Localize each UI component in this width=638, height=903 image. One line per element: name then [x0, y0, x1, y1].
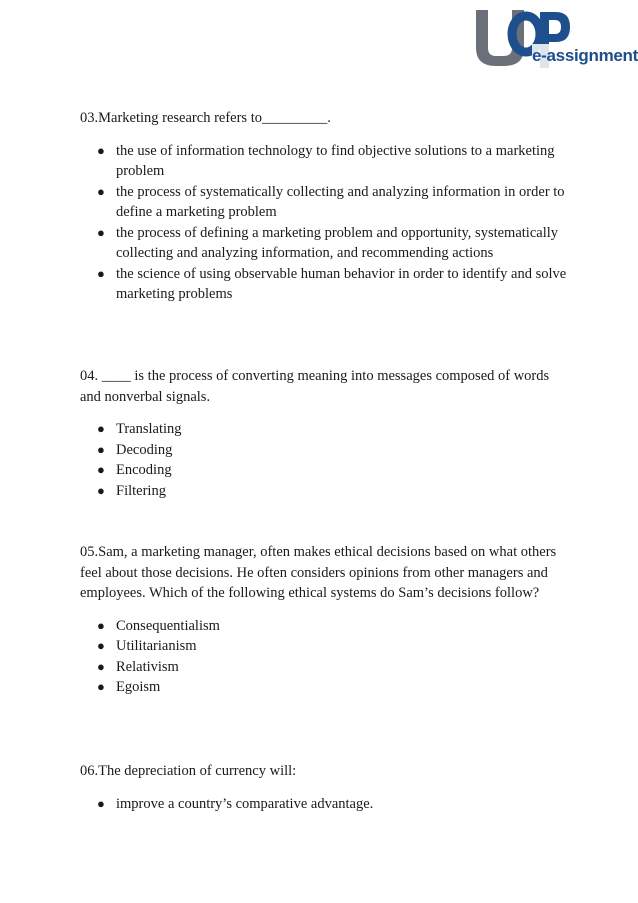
bullet-icon: ● — [97, 617, 105, 633]
bullet-icon: ● — [97, 142, 105, 158]
answer-option — [80, 636, 570, 657]
bullet-icon: ● — [97, 658, 105, 674]
answer-option — [80, 440, 570, 461]
uop-e-assignment-logo — [470, 4, 638, 72]
option-text: the use of information technology to find objective solutions to a marketing problem — [116, 142, 555, 179]
bullet-icon: ● — [97, 265, 105, 281]
answer-options — [80, 616, 570, 698]
option-text: Encoding — [116, 462, 172, 478]
answer-options — [80, 794, 570, 815]
question-stem: 03.Marketing research refers to_________. — [80, 110, 331, 126]
logo-text: e-assignment — [532, 46, 638, 65]
option-text: Utilitarianism — [116, 638, 197, 654]
question-04 — [80, 366, 570, 501]
question-05 — [80, 542, 570, 698]
answer-option — [80, 460, 570, 481]
bullet-icon: ● — [97, 421, 105, 436]
question-stem: 05.Sam, a marketing manager, often makes ethical decisions based on what others feel about those decisions. He often considers opinions from other managers and employees. Which of the following ethical systems do Sam’s decisions follow? — [80, 544, 557, 601]
option-text: Relativism — [116, 658, 179, 675]
bullet-icon: ● — [97, 482, 105, 498]
answer-option — [80, 419, 570, 440]
answer-options — [80, 419, 570, 501]
option-text: Filtering — [116, 482, 166, 499]
bullet-icon: ● — [97, 795, 105, 811]
bullet-icon: ● — [97, 462, 105, 477]
option-text: the process of defining a marketing problem and opportunity, systematically collecting and analyzing information, and recommending actions — [116, 224, 559, 261]
answer-option — [80, 481, 570, 502]
bullet-icon: ● — [97, 679, 105, 694]
option-text: improve a country’s comparative advantage. — [116, 795, 374, 812]
question-stem: 04. ____ is the process of converting meaning into messages composed of words and nonverbal signals. — [80, 368, 550, 405]
option-text: the process of systematically collecting and analyzing information in order to define a marketing problem — [116, 183, 565, 220]
question-stem: 06.The depreciation of currency will: — [80, 763, 297, 779]
option-text: Translating — [116, 421, 182, 437]
option-text: the science of using observable human behavior in order to identify and solve marketing problems — [116, 265, 567, 302]
answer-option — [80, 182, 570, 223]
answer-option — [80, 794, 570, 815]
bullet-icon: ● — [97, 441, 105, 457]
bullet-icon: ● — [97, 638, 105, 653]
answer-option — [80, 616, 570, 637]
option-text: Consequentialism — [116, 617, 220, 634]
answer-options — [80, 141, 570, 305]
question-03 — [80, 108, 570, 305]
answer-option — [80, 657, 570, 678]
answer-option — [80, 223, 570, 264]
answer-option — [80, 677, 570, 698]
answer-option — [80, 141, 570, 182]
option-text: Decoding — [116, 441, 173, 458]
bullet-icon: ● — [97, 183, 105, 199]
option-text: Egoism — [116, 679, 161, 695]
answer-option — [80, 264, 570, 305]
bullet-icon: ● — [97, 224, 105, 240]
question-06 — [80, 761, 570, 814]
